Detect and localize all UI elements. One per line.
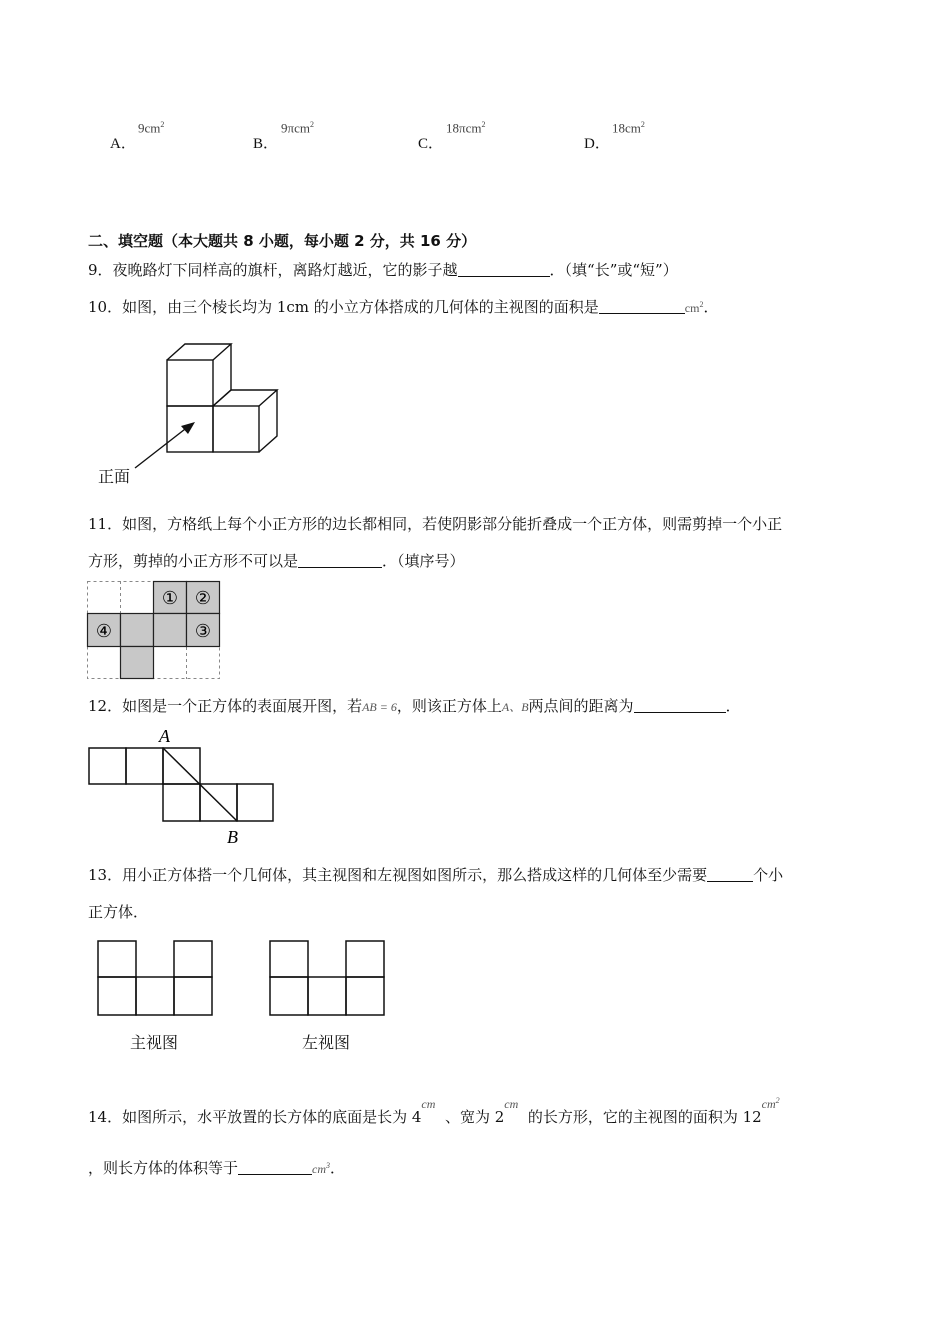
front-view-label: 主视图 (130, 1033, 179, 1052)
option-value: $9cm^2$ (138, 120, 165, 136)
question-text: 的长方形，它的主视图的面积为 12 (527, 1108, 762, 1126)
unit: cm (504, 1097, 519, 1111)
mark-4: ④ (95, 621, 113, 642)
question-end: ． (703, 298, 719, 316)
unit: cm (421, 1097, 436, 1111)
question-text: 、宽为 2 (444, 1108, 505, 1126)
question-text: 方形，剪掉的小正方形不可以是 (88, 552, 299, 570)
option-value: $18cm^2$ (612, 120, 645, 136)
question-11-line1: 11．如图，方格纸上每个小正方形的边长都相同，若使阴影部分能折叠成一个正方体，则需剪掉一个小正 (88, 515, 783, 533)
arrow-line (135, 426, 189, 468)
points: A、B (501, 700, 529, 714)
unit: $cm^3$ (312, 1161, 331, 1176)
question-text: ，则长方体的体积等于 (88, 1159, 239, 1177)
question-10 (88, 296, 718, 317)
answer-blank[interactable] (599, 299, 685, 314)
question-text: 10．如图，由三个棱长均为 1cm 的小立方体搭成的几何体的主视图的面积是 (88, 298, 599, 316)
option-label: C． (418, 136, 444, 152)
question-end: ． (725, 697, 741, 715)
question-tail: 个小 (753, 866, 784, 884)
front-label: 正面 (98, 467, 131, 486)
question-12 (88, 695, 741, 716)
mark-3: ③ (194, 621, 212, 642)
answer-blank[interactable] (458, 262, 550, 277)
answer-blank[interactable] (634, 698, 726, 713)
question-13-line2: 正方体． (88, 903, 149, 921)
arrow-head (181, 422, 195, 434)
question-13-line1 (88, 864, 783, 885)
question-text: 13．用小正方体搭一个几何体，其主视图和左视图如图所示，那么搭成这样的几何体至少需要 (88, 866, 708, 884)
question-14-line1 (88, 1096, 780, 1127)
question-tail: 两点间的距离为 (528, 697, 634, 715)
unit: cm2 (761, 1096, 780, 1111)
question-tail: ．（填序号） (382, 552, 465, 570)
question-14-line2 (88, 1157, 345, 1178)
section-heading: 二、填空题（本大题共 8 小题，每小题 2 分，共 16 分） (88, 232, 477, 250)
grid-figure (87, 581, 221, 681)
question-mid: ，则该正方体上 (396, 697, 502, 715)
mark-1: ① (161, 588, 179, 609)
question-11-line2 (88, 550, 465, 571)
left-view-figure (269, 940, 389, 1020)
formula: AB = 6 (362, 700, 397, 714)
question-9 (88, 259, 678, 280)
option-label: A． (110, 136, 136, 152)
option-label: D． (584, 136, 610, 152)
front-view-figure (97, 940, 217, 1020)
question-tail: ．（填“长”或“短”） (549, 261, 678, 279)
answer-blank[interactable] (707, 867, 753, 882)
cube-net-figure (88, 728, 278, 848)
point-a-label: A (159, 726, 170, 746)
question-text: 12．如图是一个正方体的表面展开图，若 (88, 697, 363, 715)
question-text: 14．如图所示，水平放置的长方体的底面是长为 4 (88, 1108, 422, 1126)
left-view-label: 左视图 (302, 1033, 351, 1052)
answer-blank[interactable] (238, 1160, 312, 1175)
unit: $cm^2$ (684, 300, 704, 315)
mark-2: ② (194, 588, 212, 609)
point-b-label: B (227, 827, 238, 847)
question-end: ． (330, 1159, 346, 1177)
option-value: 9πcm$^2$ (281, 120, 314, 136)
option-value: 18πcm$^2$ (446, 120, 486, 136)
question-text: 9．夜晚路灯下同样高的旗杆，离路灯越近，它的影子越 (88, 261, 458, 279)
answer-blank[interactable] (298, 553, 382, 568)
option-label: B． (253, 136, 279, 152)
